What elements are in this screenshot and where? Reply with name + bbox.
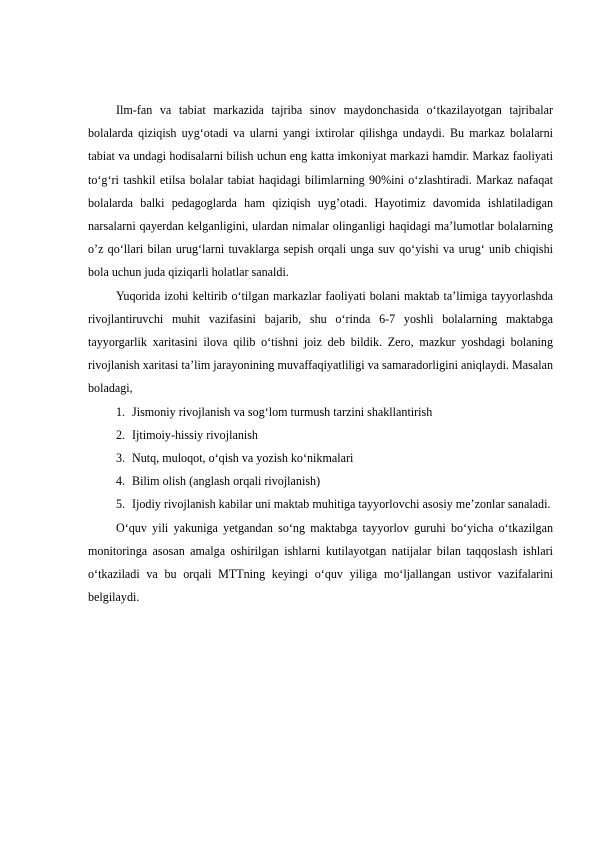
development-list — [88, 401, 553, 517]
document-page — [88, 99, 553, 609]
list-item-number: 2. — [116, 427, 126, 442]
list-item-text: Bilim olish (anglash orqali rivojlanish) — [132, 474, 321, 489]
list-item — [88, 401, 553, 424]
list-item-number: 1. — [116, 404, 126, 419]
list-item-text: Jismoniy rivojlanish va sog‘lom turmush tarzini shakllantirish — [132, 404, 433, 419]
list-item — [88, 470, 553, 493]
paragraph-closing: O‘quv yili yakuniga yetgandan so‘ng maktabga tayyorlov guruhi bo‘yicha o‘tkazilgan monitoringa asosan amalga oshirilgan ishlarni kutilayotgan natijalar bilan taqqoslash ishlari o‘tkaziladi va bu orqali MTTning keyingi o‘quv yiliga mo‘ljallangan ustivor vazifalarini belgilaydi. — [88, 520, 553, 605]
list-item-text: Nutq, muloqot, o‘qish va yozish ko‘nikmalari — [132, 451, 354, 466]
paragraph-intro: Ilm-fan va tabiat markazida tajriba sinov maydonchasida o‘tkazilayotgan tajribalar bolalarda qiziqish uyg‘otadi va ularni yangi ixtirolar qilishga undaydi. Bu markaz bolalarni tabiat va undagi hodisalarni bilish uchun eng katta imkoniyat markazi hamdir. Markaz faoliyati to‘g‘ri tashkil etilsa bolalar tabiat haqidagi bilimlarning 90%ini o‘zlashtiradi. Markaz nafaqat bolalarda balki pedagoglarda ham qiziqish uyg’otadi. Hayotimiz davomida ishlatiladigan narsalarni qayerdan kelganligini, ulardan nimalar olinganligi haqidagi ma’lumotlar bolalarning o’z qo‘llari bilan urug‘larni tuvaklarga sepish orqali unga suv qo‘yishi va urug‘ unib chiqishi bola uchun juda qiziqarli holatlar sanaldi. — [88, 103, 553, 280]
list-item-text: Ijtimoiy-hissiy rivojlanish — [132, 427, 258, 442]
list-item-number: 4. — [116, 474, 126, 489]
list-item — [88, 493, 553, 516]
list-item-number: 3. — [116, 451, 126, 466]
paragraph-markazlar: Yuqorida izohi keltirib o‘tilgan markazlar faoliyati bolani maktab ta’limiga tayyorlashda rivojlantiruvchi muhit vazifasini bajarib, shu o‘rinda 6-7 yoshli bolalarning maktabga tayyorgarlik xaritasini ilova qilib o‘tishni joiz deb bildik. Zero, mazkur yoshdagi bolaning rivojlanish xaritasi ta’lim jarayonining muvaffaqiyatliligi va samaradorligini aniqlaydi. Masalan boladagi, — [88, 288, 553, 396]
list-item-text: Ijodiy rivojlanish kabilar uni maktab muhitiga tayyorlovchi asosiy me’zonlar sanaladi. — [132, 497, 551, 512]
list-item-number: 5. — [116, 497, 126, 512]
list-item — [88, 447, 553, 470]
list-item — [88, 424, 553, 447]
